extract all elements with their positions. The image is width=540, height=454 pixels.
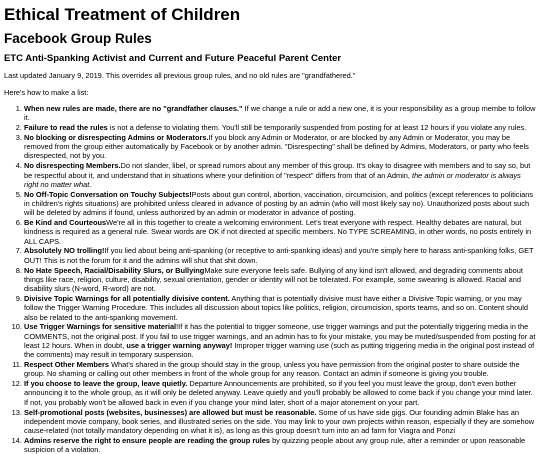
rule-item: [24, 360, 536, 379]
rule-text: Do not slander, libel, or spread rumors about any member of this group. It's okay to disagree with members and to say so, but be respectful about it, and understand that in situations where your definition of "respect" differs from that of an Admin,: [24, 161, 531, 180]
rule-heading: If you choose to leave the group, leave quietly.: [24, 379, 188, 389]
rule-heading: Respect Other Members: [24, 360, 110, 370]
rule-item: [24, 294, 536, 322]
rule-text: Departure Announcements are prohibited, so if you feel you must leave the group, don't even bother announcing it to the whole group, as it will only be deleted anyway. Leave quietly and you'll probably be allowed to come back if you change your mind later. If not, you probably won't be allowed back in even if you change your mind later, short of a major atonement on your part.: [24, 379, 533, 407]
rule-item: [24, 218, 536, 246]
rule-item: [24, 161, 536, 189]
rule-item: [24, 190, 536, 218]
rule-item: [24, 266, 536, 294]
page-subtitle: Facebook Group Rules: [4, 31, 152, 46]
rule-heading: When new rules are made, there are no "grandfather clauses.": [24, 104, 243, 113]
rule-text: is not a defense to violating them. You'll still be temporarily suspended from posting for at least 12 hours if you violate any rules.: [107, 123, 527, 133]
rule-item: [24, 379, 536, 407]
rule-text: We're all in this together to create a welcoming environment. Let's treat everyone with respect. Healthy debates are natural, but kindness is required as a general rule. Swear words are OK if not directed at specific members. No TYPE SCREAMING, in other words, no posts entirely in ALL CAPS.: [24, 218, 532, 246]
rule-text: What's shared in the group should stay in the group, unless you have permission from the original poster to share outside the group. No shaming or calling out other members in front of the whole group for any reason. Contact an admin if someone is giving you trouble.: [24, 360, 520, 379]
list-intro: Here's how to make a list:: [4, 87, 89, 97]
rule-item: [24, 436, 536, 454]
rule-text: Make sure everyone feels safe. Bullying of any kind isn't allowed, and degrading comments about things like race, religion, culture, disability, sexual orientation, gender or identity will not be tolerated. For example, some swearing is allowed. Racial and disability slurs (N-word, R-word) are not.: [24, 265, 523, 294]
rule-text: !If it has the potential to trigger someone, use trigger warnings and put the potentially triggering media in the COMMENTS, not the original post. If you fail to use trigger warnings, and an admin has to fix your mistake, you may be muted/suspended from posting for at least 12 hours. When in doubt,: [24, 322, 536, 350]
rules-list: [4, 104, 536, 454]
rule-heading: Divisive Topic Warnings for all potentially divisive content.: [24, 293, 230, 303]
page-title: Ethical Treatment of Children: [4, 5, 241, 24]
rule-heading: Use Trigger Warnings for sensitive material: [24, 322, 177, 332]
rule-emphasis: use a trigger warning anyway!: [126, 340, 233, 350]
rule-text: If we change a rule or add a new one, it is your responsibility as a group membe to follow it.: [24, 104, 536, 123]
rule-heading: Failure to read the rules: [24, 123, 108, 133]
rule-text: Some of us have side gigs. Our founding admin Blake has an independent movie company, book series, and illustrated series on the side. You may link to your own projects within reason, especially if they are somehow cause-related (not totally mandatory depending on what it is), as long as this group doesn't turn into an ad farm for Viagra and Ponzi: [24, 407, 535, 436]
rule-heading: Admins reserve the right to ensure people are reading the group rules: [24, 435, 271, 445]
rule-heading: No disrespecting Members.: [24, 161, 121, 171]
rule-heading: Be Kind and Courteous: [24, 218, 107, 228]
rule-heading: Absolutely NO trolling!: [24, 246, 105, 256]
rule-heading: No Hate Speech, Racial/Disability Slurs, or Bullying: [24, 265, 205, 275]
rule-item: [24, 123, 536, 132]
rule-emphasis: the admin or moderator is always right no matter what.: [24, 170, 521, 189]
rule-item: [24, 408, 536, 436]
rule-heading: No Off-Topic Conversation on Touchy Subjects!: [24, 189, 192, 199]
rule-text: Improper trigger warning use (such as putting triggering media in the original post instead of the comments) may result in temporary suspension.: [24, 340, 535, 360]
rule-text: If you block any Admin or Moderator, or are blocked by any Admin or Moderator, you may be removed from the group either automatically by Facebook or by another admin. "Disrespecting" shall be defined by Admins, Moderators, or party who feels disrespected, not by you.: [24, 132, 529, 161]
rule-item: [24, 246, 536, 265]
rule-item: [24, 133, 536, 161]
rule-text: If you lied about being anti-spanking (or receptive to anti-spanking ideas) and you're simply here to harass anti-spanking folks, GET OUT! This is not the forum for it and the admins will shut that shit down.: [24, 246, 534, 265]
rule-item: [24, 322, 536, 359]
rule-item: [24, 104, 536, 123]
rule-text: by quizzing people about any group rule, after a reminder or upon reasonable suspicion of a violation.: [24, 435, 526, 454]
rule-heading: Self-promotional posts (websites, businesses) are allowed but must be reasonable.: [24, 407, 317, 417]
rule-heading: No blocking or disrespecting Admins or Moderators.: [24, 132, 209, 142]
org-heading: ETC Anti-Spanking Activist and Current and Future Peaceful Parent Center: [4, 53, 342, 64]
rule-text: Posts about gun control, abortion, vaccination, circumcision, and politics (except references to politicians in children's rights situations) are prohibited unless cleared in advance of posting by an admin (who will most likely say no). Unauthorized posts about such will be deleted by admins if found, unless authorized by an admin or moderator in advance of posting.: [24, 189, 534, 218]
rule-text: Anything that is potentially divisive must have either a Divisive Topic warning, or you may follow the Trigger Warning Procedure. This includes all discussion about topics like politics, religion, circumcision, sports teams, and so on. Content should also be related to the anti-spanking movement.: [24, 293, 529, 322]
last-updated-note: Last updated January 9, 2019. This overrides all previous group rules, and no old rules are "grandfathered.": [4, 71, 356, 80]
